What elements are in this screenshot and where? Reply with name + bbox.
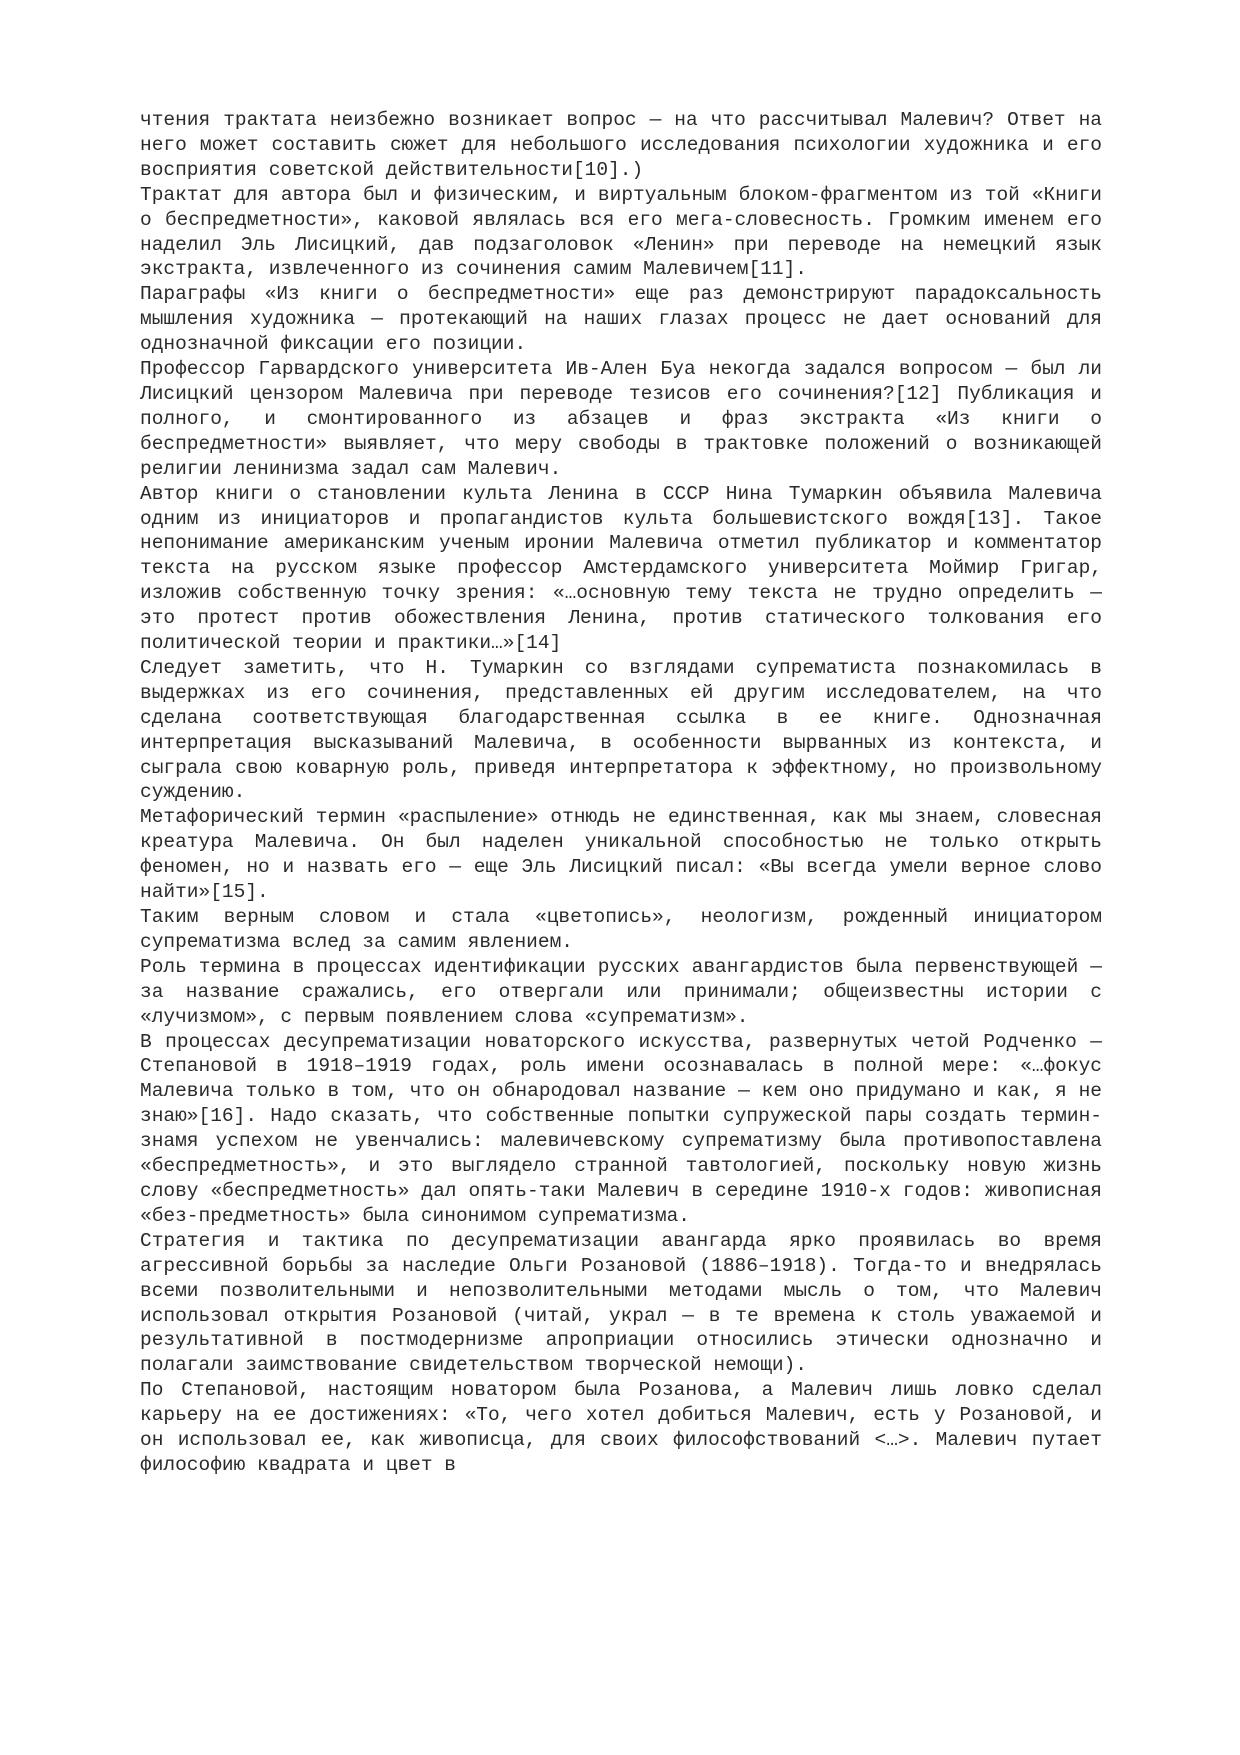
document-page: [140, 108, 1102, 1478]
paragraph: Стратегия и тактика по десупрематизации авангарда ярко проявилась во время агрессивной борьбы за наследие Ольги Розановой (1886–1918). Тогда-то и внедрялась всеми позволительными и непозволительными методами мысль о том, что Малевич использовал открытия Розановой (читай, украл — в те времена к столь уважаемой и результативной в постмодернизме апроприации относились этически однозначно и полагали заимствование свидетельством творческой немощи).: [140, 1229, 1102, 1377]
paragraph: Трактат для автора был и физическим, и виртуальным блоком-фрагментом из той «Книги о беспредметности», каковой являлась вся его мега-словесность. Громким именем его наделил Эль Лисицкий, дав подзаголовок «Ленин» при переводе на немецкий язык экстракта, извлеченного из сочинения самим Малевичем[11].: [140, 183, 1102, 281]
paragraph: В процессах десупрематизации новаторского искусства, развернутых четой Родченко — Степановой в 1918–1919 годах, роль имени осознавалась в полной мере: «…фокус Малевича только в том, что он обнародовал название — кем оно придумано и как, я не знаю»[16]. Надо сказать, что собственные попытки супружеской пары создать термин-знамя успехом не увенчались: малевичевскому супрематизму была противопоставлена «беспредметность», и это выглядело странной тавтологией, поскольку новую жизнь слову «беспредметность» дал опять-таки Малевич в середине 1910-х годов: живописная «без-предметность» была синонимом супрематизма.: [140, 1030, 1102, 1227]
paragraph: Следует заметить, что Н. Тумаркин со взглядами супрематиста познакомилась в выдержках из его сочинения, представленных ей другим исследователем, на что сделана соответствующая благодарственная ссылка в ее книге. Однозначная интерпретация высказываний Малевича, в особенности вырванных из контекста, и сыграла свою коварную роль, приведя интерпретатора к эффектному, но произвольному суждению.: [140, 656, 1102, 804]
paragraph: По Степановой, настоящим новатором была Розанова, а Малевич лишь ловко сделал карьеру на ее достижениях: «То, чего хотел добиться Малевич, есть у Розановой, и он использовал ее, как живописца, для своих философствований <…>. Малевич путает философию квадрата и цвет в: [140, 1379, 1102, 1476]
paragraph: Метафорический термин «распыление» отнюдь не единственная, как мы знаем, словесная креатура Малевича. Он был наделен уникальной способностью не только открыть феномен, но и назвать его — еще Эль Лисицкий писал: «Вы всегда умели верное слово найти»[15].: [140, 806, 1102, 904]
paragraph: Профессор Гарвардского университета Ив-Ален Буа некогда задался вопросом — был ли Лисицкий цензором Малевича при переводе тезисов его сочинения?[12] Публикация и полного, и смонтированного из абзацев и фраз экстракта «Из книги о беспредметности» выявляет, что меру свободы в трактовке положений о возникающей религии ленинизма задал сам Малевич.: [140, 358, 1102, 480]
paragraph: Параграфы «Из книги о беспредметности» еще раз демонстрируют парадоксальность мышления художника — протекающий на наших глазах процесс не дает оснований для однозначной фиксации его позиции.: [140, 283, 1102, 356]
paragraph: Автор книги о становлении культа Ленина в СССР Нина Тумаркин объявила Малевича одним из инициаторов и пропагандистов культа большевистского вождя[13]. Такое непонимание американским ученым иронии Малевича отметил публикатор и комментатор текста на русском языке профессор Амстердамского университета Моймир Григар, изложив собственную точку зрения: «…основную тему текста не трудно определить — это протест против обожествления Ленина, против статического толкования его политической теории и практики…»[14]: [140, 482, 1102, 655]
paragraph: Таким верным словом и стала «цветопись», неологизм, рожденный инициатором супрематизма вслед за самим явлением.: [140, 906, 1102, 953]
paragraph: чтения трактата неизбежно возникает вопрос — на что рассчитывал Малевич? Ответ на него может составить сюжет для небольшого исследования психологии художника и его восприятия советской действительности[10].): [140, 109, 1102, 181]
paragraph: Роль термина в процессах идентификации русских авангардистов была первенствующей — за название сражались, его отвергали или принимали; общеизвестны истории с «лучизмом», с первым появлением слова «супрематизм».: [140, 955, 1102, 1028]
